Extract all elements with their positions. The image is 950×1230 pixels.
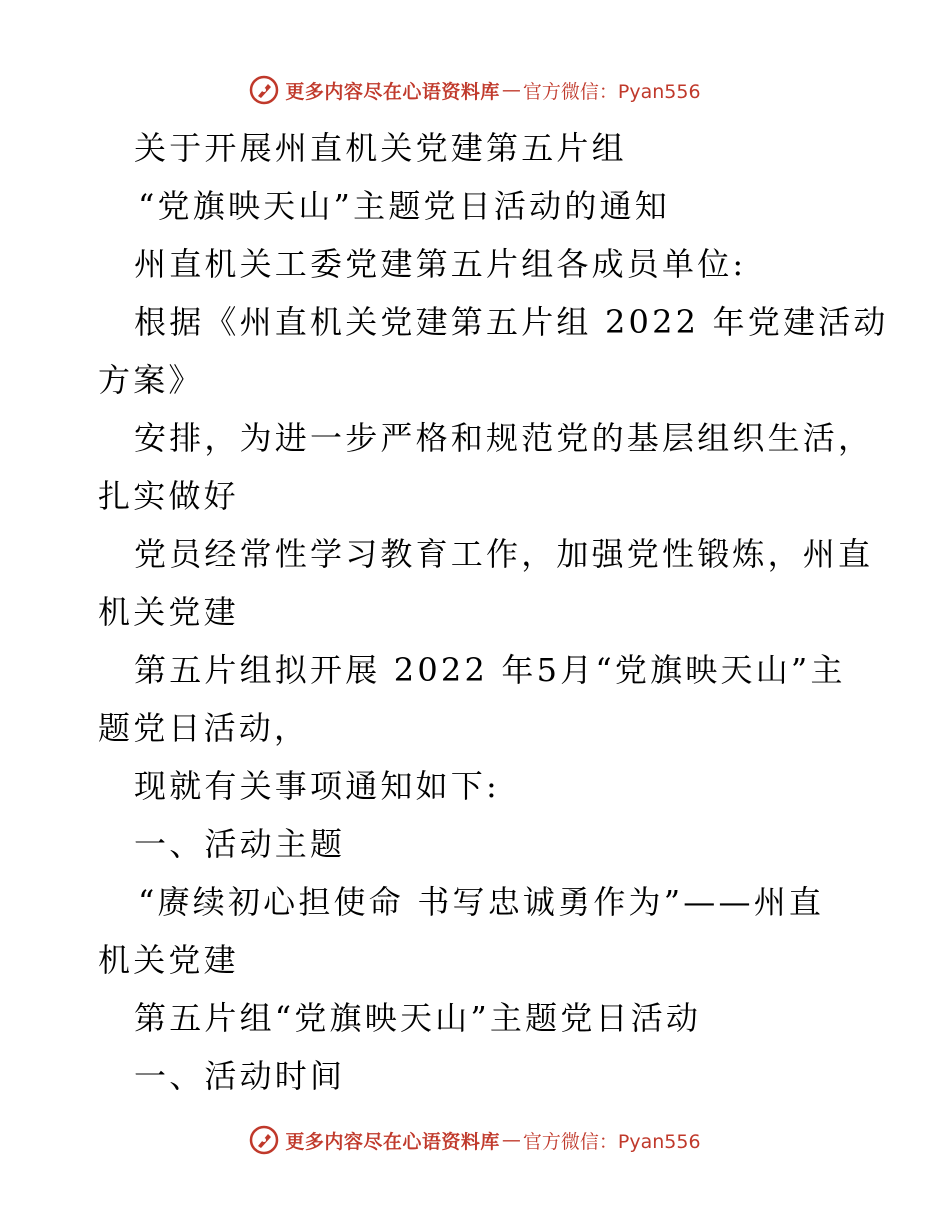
pen-nib-logo-icon bbox=[249, 1125, 279, 1155]
paragraph-line: 扎实做好 bbox=[98, 477, 239, 515]
paragraph-line: 题党日活动， bbox=[98, 709, 310, 747]
paragraph-line: 安排，为进一步严格和规范党的基层组织生活， bbox=[134, 419, 874, 457]
section-heading: 一、活动时间 bbox=[134, 1057, 346, 1095]
paragraph-line: 第五片组拟开展 2022 年5月“党旗映天山”主 bbox=[134, 651, 846, 689]
pen-nib-logo-icon bbox=[249, 75, 279, 105]
paragraph-line: 方案》 bbox=[98, 361, 204, 399]
section-heading: 一、活动主题 bbox=[134, 825, 346, 863]
paragraph-line: 机关党建 bbox=[98, 941, 239, 979]
watermark-text: 更多内容尽在心语资料库 bbox=[285, 80, 500, 103]
paragraph-line: 党员经常性学习教育工作，加强党性锻炼，州直 bbox=[134, 535, 874, 573]
title-line-2: “党旗映天山”主题党日活动的通知 bbox=[138, 187, 670, 225]
paragraph-line: 现就有关事项通知如下: bbox=[134, 767, 500, 805]
watermark-dash: — bbox=[501, 1129, 521, 1151]
watermark-contact: 官方微信：Pyan556 bbox=[522, 1130, 701, 1153]
paragraph-line: 根据《州直机关党建第五片组 2022 年党建活动 bbox=[134, 303, 889, 341]
title-line-1: 关于开展州直机关党建第五片组 bbox=[134, 129, 627, 167]
salutation: 州直机关工委党建第五片组各成员单位: bbox=[134, 245, 747, 283]
header-watermark bbox=[0, 72, 950, 108]
paragraph-line: “赓续初心担使命 书写忠诚勇作为”——州直 bbox=[138, 883, 825, 921]
watermark-text: 更多内容尽在心语资料库 bbox=[285, 1130, 500, 1153]
paragraph-line: 机关党建 bbox=[98, 593, 239, 631]
footer-watermark bbox=[0, 1122, 950, 1158]
watermark-dash: — bbox=[501, 79, 521, 101]
paragraph-line: 第五片组“党旗映天山”主题党日活动 bbox=[134, 999, 702, 1037]
watermark-contact: 官方微信：Pyan556 bbox=[522, 80, 701, 103]
